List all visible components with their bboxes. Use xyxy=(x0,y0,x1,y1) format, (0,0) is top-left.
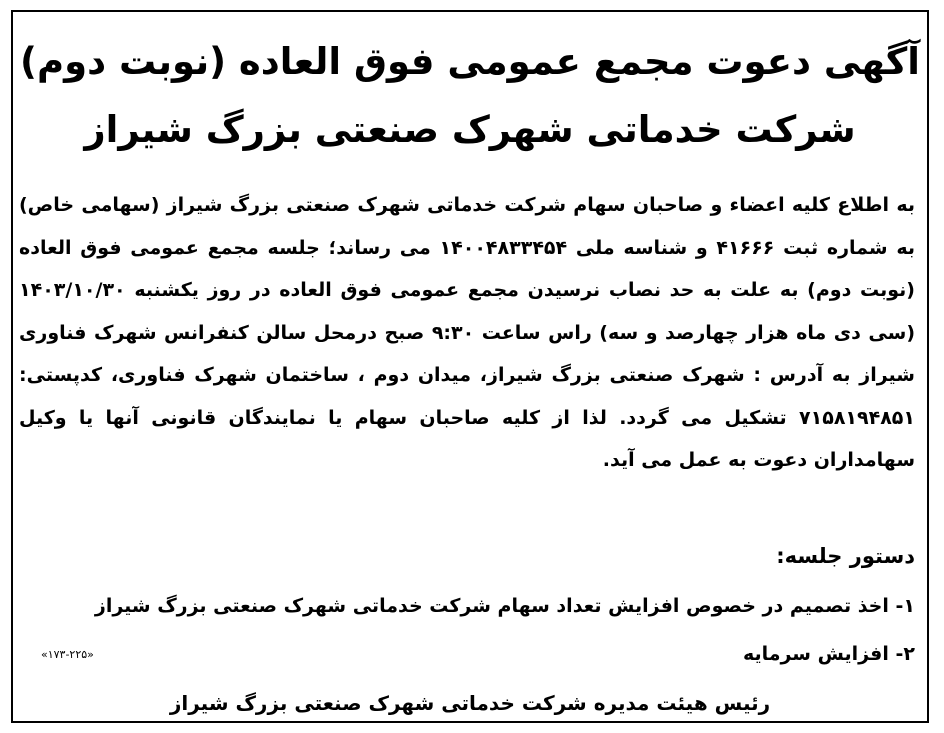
agenda-item-2: ۲- افزایش سرمایه xyxy=(742,643,915,665)
agenda-heading: دستور جلسه: xyxy=(776,544,915,568)
board-chair-signature: رئیس هیئت مدیره شرکت خدماتی شهرک صنعتی بزرگ شیراز xyxy=(169,691,771,715)
notice-title: آگهی دعوت مجمع عمومی فوق العاده (نوبت دوم) xyxy=(20,40,920,83)
agenda-item-1: ۱- اخذ تصمیم در خصوص افزایش تعداد سهام شرکت خدماتی شهرک صنعتی بزرگ شیراز xyxy=(94,595,915,617)
notice-box xyxy=(11,10,929,723)
company-name-title: شرکت خدماتی شهرک صنعتی بزرگ شیراز xyxy=(84,108,856,151)
notice-body-text: به اطلاع کلیه اعضاء و صاحبان سهام شرکت خدماتی شهرک صنعتی بزرگ شیراز (سهامی خاص) به شماره ثبت ۴۱۶۶۶ و شناسه ملی ۱۴۰۰۴۸۳۳۴۵۴ می رساند؛ جلسه مجمع عمومی فوق العاده (نوبت دوم) به علت به حد نصاب نرسیدن مجمع عمومی فوق العاده در روز یکشنبه ۱۴۰۳/۱۰/۳۰ (سی دی ماه هزار چهارصد و سه) راس ساعت ۹:۳۰ صبح درمحل سالن کنفرانس شهرک فناوری شیراز به آدرس : شهرک صنعتی بزرگ شیراز، میدان دوم ، ساختمان شهرک فناوری، کدپستی: ۷۱۵۸۱۹۴۸۵۱ تشکیل می گردد. لذا از کلیه صاحبان سهام یا نمایندگان قانونی آنها یا وکیل سهامداران دعوت به عمل می آید. xyxy=(19,194,915,471)
notice-code: «۱۷۳-۲۲۵» xyxy=(41,648,94,661)
